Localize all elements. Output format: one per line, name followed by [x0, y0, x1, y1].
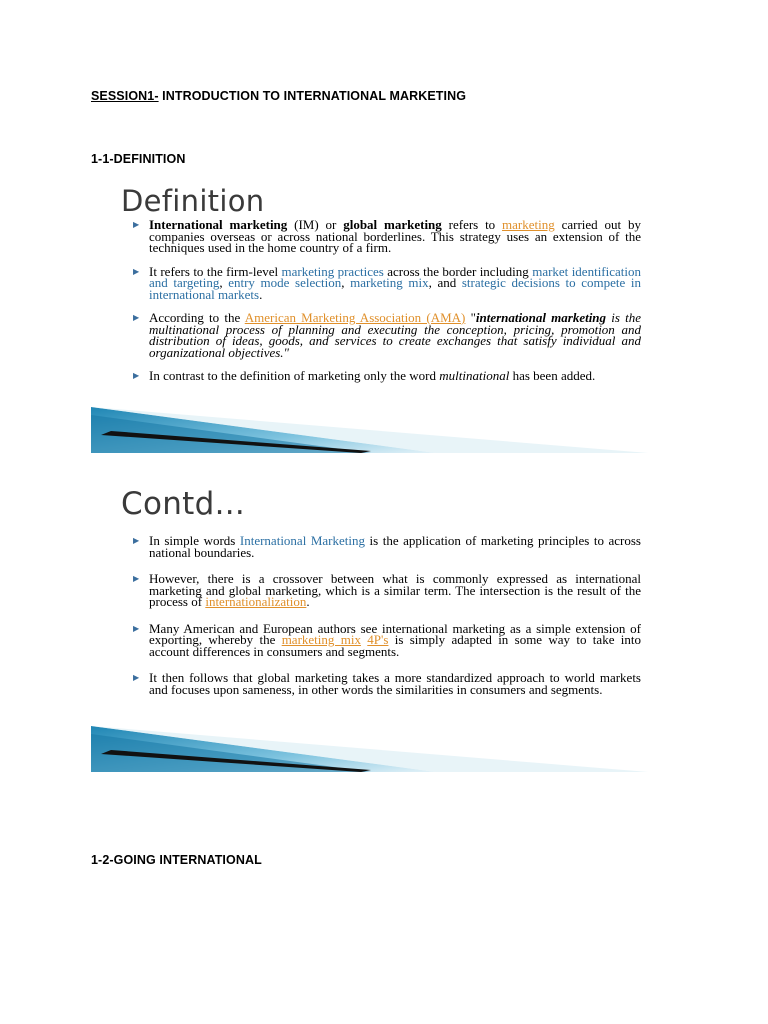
text: carried out by companies overseas or across national borderlines. This strategy uses an extension of the techniques used in the home country of a firm. [149, 217, 641, 255]
bullet-item [133, 312, 641, 358]
4ps-link[interactable]: 4P's [367, 632, 389, 647]
bullet-item [133, 620, 642, 659]
text: refers to [441, 217, 503, 232]
triangle-bullet-icon: ▶ [133, 313, 140, 322]
ama-link[interactable]: American Marketing Association (AMA) [244, 310, 466, 325]
going-international-section-heading: 1-2-GOING INTERNATIONAL [91, 853, 262, 867]
triangle-bullet-icon: ▶ [133, 673, 140, 682]
contd-slide [91, 480, 648, 772]
text: In contrast to the definition of marketing only the word [149, 368, 440, 383]
triangle-bullet-icon: ▶ [133, 220, 140, 229]
text: is the application of marketing principles to across national boundaries. [149, 533, 641, 560]
bullet-item [133, 263, 642, 302]
bullet-item [133, 219, 641, 254]
term-international-marketing: International marketing [149, 217, 288, 232]
text: (IM) or [287, 217, 344, 232]
text: According to the [149, 310, 245, 325]
text: It refers to the firm-level [149, 263, 282, 279]
term-global-marketing: global marketing [343, 217, 442, 232]
text: . [259, 286, 263, 302]
session-heading-title: INTRODUCTION TO INTERNATIONAL MARKETING [158, 89, 467, 103]
triangle-bullet-icon: ▶ [133, 574, 140, 583]
text: It then follows that global marketing takes a more standardized approach to world markets and focuses upon sameness, in other words the similarities in consumers and segments. [149, 670, 641, 697]
triangle-bullet-icon: ▶ [133, 266, 140, 276]
bullet-item [133, 672, 641, 695]
bullet-item [133, 535, 641, 558]
bullet-item [133, 573, 641, 608]
slide-title: Contd... [121, 486, 246, 522]
session-heading-prefix: SESSION1- [91, 89, 159, 103]
bullet-item [133, 370, 641, 382]
session-heading [91, 89, 466, 103]
definition-section-heading: 1-1-DEFINITION [91, 152, 186, 166]
ama-quote: is the multinational process of planning and executing the conception, pricing, promotion and distribution of ideas, goods, and services to create exchanges that satisfy individual and organizational objectives." [149, 310, 641, 360]
text: . [306, 594, 310, 609]
text: However, there is a crossover between what is commonly expressed as international marketing and global marketing, which is a similar term. The intersection is the result of the process of [149, 571, 641, 609]
text: has been added. [509, 368, 596, 383]
marketing-link[interactable]: marketing [502, 217, 555, 232]
bullet-list [133, 535, 641, 710]
text: , [341, 275, 351, 290]
text: , [219, 275, 229, 290]
slide-title: Definition [121, 184, 265, 218]
marketing-practices-link[interactable]: marketing practices [281, 263, 384, 279]
triangle-bullet-icon: ▶ [133, 623, 140, 633]
text: is simply adapted in some way to take into account differences in consumers and segments. [149, 632, 642, 659]
term-multinational: multinational [439, 368, 510, 383]
strategic-decisions-link[interactable]: strategic decisions to compete in international markets [149, 275, 641, 302]
international-marketing-link[interactable]: International Marketing [239, 533, 365, 548]
bullet-list [133, 219, 641, 394]
term-international-marketing-italic: international marketing [475, 310, 607, 325]
triangle-bullet-icon: ▶ [133, 536, 140, 545]
marketing-mix-link[interactable]: marketing mix [350, 275, 429, 290]
text: " [465, 310, 476, 325]
text: across the border including [383, 263, 533, 279]
triangle-bullet-icon: ▶ [133, 371, 140, 380]
internationalization-link[interactable]: internationalization [205, 594, 307, 609]
marketing-mix-link[interactable]: marketing mix [281, 632, 361, 647]
text: , and [428, 275, 462, 290]
text: In simple words [149, 533, 240, 548]
text: Many American and European authors see international marketing as a simple extension of exporting, whereby the [149, 620, 641, 647]
entry-mode-selection-link[interactable]: entry mode selection [228, 275, 342, 290]
slide-decorative-band [91, 726, 648, 772]
market-identification-link[interactable]: market identification and targeting [149, 263, 642, 290]
slide-decorative-band [91, 407, 648, 453]
definition-slide [91, 177, 648, 453]
